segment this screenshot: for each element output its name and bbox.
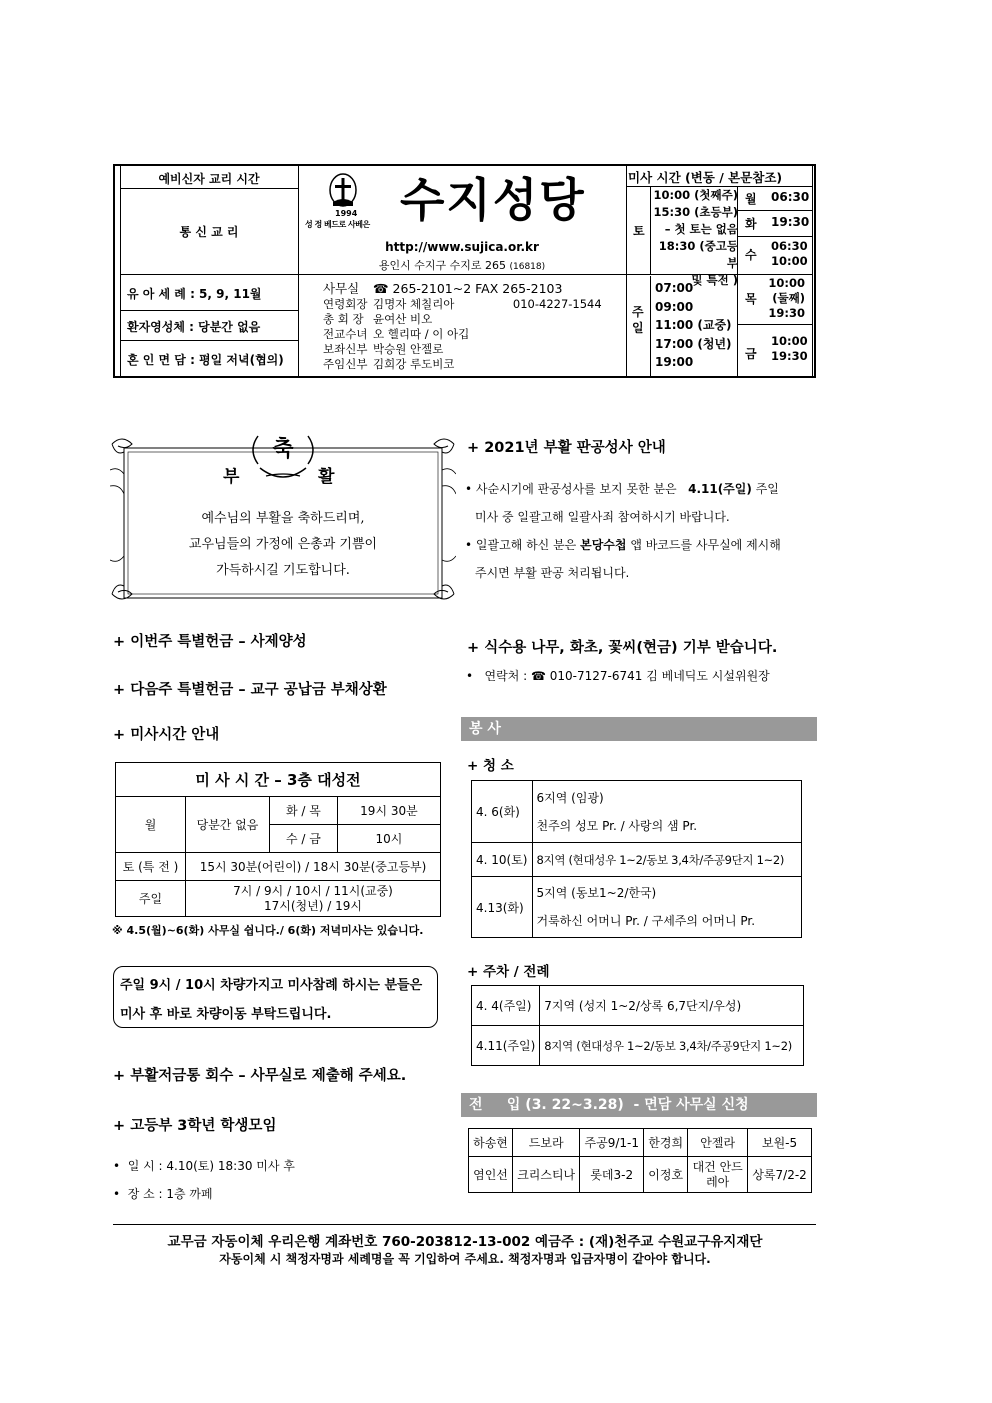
hs-meeting-details	[113, 1152, 295, 1208]
cleaning-table	[471, 780, 802, 938]
contact-row: 보좌신부 박승원 안젤로	[323, 342, 444, 356]
donation-contact: • 연락처 : ☎ 010-7127-6741 김 베네딕도 시설위원장	[466, 669, 770, 683]
parking-table	[471, 985, 804, 1066]
parish-url: http://www.sujica.or.kr	[385, 240, 539, 254]
sun-label: 주일	[632, 305, 644, 335]
parish-name: 수지성당	[400, 173, 586, 227]
contact-list	[323, 281, 602, 372]
contact-row: 총 회 장 윤여산 비오	[323, 312, 433, 326]
table-row: 하송현 드보라 주공9/1-1 한경희 안젤라 보원-5	[469, 1129, 812, 1157]
mass-info-title: + 미사시간 안내	[113, 727, 220, 743]
weekday-fri: 금	[745, 347, 757, 361]
weekday-thu-times: 10:00 (둘째) 19:30	[768, 276, 805, 320]
logo-year: 1994	[335, 209, 358, 218]
mass-wed-fri-time: 10시	[337, 825, 440, 853]
header-box	[113, 164, 816, 378]
footer-notice: 자동이체 시 책정자명과 세례명을 꼭 기입하여 주세요. 책정자명과 입금자명이 같아야 합니다.	[219, 1252, 711, 1266]
celebration-emblem: 축	[272, 437, 294, 462]
contact-row: 주임신부 김희강 루도비코	[323, 357, 455, 371]
weekday-wed-times: 06:30 10:00	[771, 239, 808, 268]
mass-sun: 주일	[116, 881, 186, 917]
easter-message: 예수님의 부활을 축하드리며, 교우님들의 가정에 은총과 기쁨이 가득하시길 기도합니다.	[188, 511, 378, 578]
sat-times: 10:00 (첫째주) 15:30 (초등부) – 첫 토는 없음 18:30 (중고등부 및 특전 )	[653, 188, 738, 287]
easter-title-left: 부	[223, 467, 240, 487]
table-row: 4. 4(주일) 7지역 (성지 1~2/상록 6,7단지/우성)	[472, 986, 804, 1026]
mass-sat-time: 15시 30분(어린이) / 18시 30분(중고등부)	[186, 853, 441, 881]
hs-meeting-title: + 고등부 3학년 학생모임	[113, 1118, 277, 1134]
easter-title-right: 활	[318, 467, 335, 487]
offering-next-week: + 다음주 특별헌금 – 교구 공납금 부채상환	[113, 682, 387, 698]
contact-row: 사무실 ☎ 265-2101~2 FAX 265-2103	[323, 281, 563, 296]
easter-card	[110, 430, 456, 606]
table-row: 염인선 크리스티나 롯데3-2 이정호 대건 안드레아 상록7/2-2	[469, 1157, 812, 1193]
weekday-tue: 화	[745, 217, 757, 231]
penance-title: + 2021년 부활 판공성사 안내	[467, 440, 666, 456]
office-closed-notice: ※ 4.5(월)~6(화) 사무실 쉽니다./ 6(화) 저녁미사는 있습니다.	[112, 924, 424, 937]
weekday-wed: 수	[745, 248, 757, 262]
mass-mon-note: 당분간 없음	[186, 797, 270, 853]
weekday-mon: 월	[745, 192, 757, 206]
contact-row: 전교수녀 오 헬리따 / 이 아깁	[323, 327, 470, 341]
donation-title: + 식수용 나무, 화초, 꽃씨(현금) 기부 받습니다.	[467, 640, 778, 656]
list-item: • 사순시기에 판공성사를 보지 못한 분은 4.11(주일) 주일	[465, 482, 779, 496]
mass-schedule-title: 미사 시간 (변동 / 본문참조)	[628, 170, 783, 185]
mass-table-title: 미 사 시 간 – 3층 대성전	[116, 763, 441, 797]
marriage-interview: 혼 인 면 담 : 평일 저녁(협의)	[127, 353, 284, 367]
table-row: 4.13(화) 5지역 (동보1~2/한국) 거룩하신 어머니 Pr. / 구세주의 어머니 Pr.	[472, 877, 802, 938]
table-row: 4. 10(토) 8지역 (현대성우 1~2/동보 3,4차/주공9단지 1~2)	[472, 843, 802, 877]
sick-communion: 환자영성체 : 당분간 없음	[127, 320, 261, 334]
infant-baptism: 유 아 세 례 : 5, 9, 11월	[127, 287, 262, 301]
cleaning-title: + 청 소	[467, 758, 514, 774]
cross-emblem-icon	[327, 172, 359, 212]
mass-sat: 토 (특 전 )	[116, 853, 186, 881]
offering-this-week: + 이번주 특별헌금 – 사제양성	[113, 634, 307, 650]
car-notice-box: 주일 9시 / 10시 차량가지고 미사참례 하시는 분들은 미사 후 바로 차량이동 부탁드립니다.	[113, 966, 438, 1028]
mass-mon: 월	[116, 797, 186, 853]
parking-title: + 주차 / 전례	[467, 964, 550, 980]
sun-times: 07:00 09:00 11:00 (교중) 17:00 (청년) 19:00	[655, 281, 732, 369]
list-item: • 장 소 : 1층 까페	[113, 1187, 213, 1201]
transfer-table	[468, 1128, 812, 1193]
weekday-thu: 목	[745, 292, 757, 306]
footer-account: 교무금 자동이체 우리은행 계좌번호 760-203812-13-002 예금주 : (재)천주교 수원교구유지재단	[167, 1234, 763, 1250]
contact-row: 연령회장 김명자 체칠리아 010-4227-1544	[323, 297, 602, 311]
service-section-bar: 봉 사	[461, 717, 817, 741]
sat-label: 토	[633, 224, 645, 238]
weekday-tue-time: 19:30	[771, 215, 810, 229]
penance-details: • 사순시기에 판공성사를 보지 못한 분은 4.11(주일) 주일 미사 중 일괄고해 일괄사죄 참여하시기 바랍니다. • 일괄고해 하신 분은 본당수첩 앱 바코드를 사무실에 제시해 주시면 부활 판공 처리됩니다.	[465, 475, 815, 587]
list-item: • 일 시 : 4.10(토) 18:30 미사 후	[113, 1159, 295, 1173]
weekday-mon-time: 06:30	[771, 190, 810, 204]
mass-tue-thu: 화 / 목	[270, 797, 338, 825]
logo-text: 성 정 베드로 사베은	[305, 220, 370, 229]
list-item: • 일괄고해 하신 분은 본당수첩 앱 바코드를 사무실에 제시해	[465, 538, 781, 552]
parish-logo	[327, 172, 359, 212]
weekday-fri-times: 10:00 19:30	[771, 334, 808, 363]
table-row: 4.11(주일) 8지역 (현대성우 1~2/동보 3,4차/주공9단지 1~2)	[472, 1026, 804, 1066]
parish-address: 용인시 수지구 수지로 265 (16818)	[378, 259, 546, 272]
mass-wed-fri: 수 / 금	[270, 825, 338, 853]
catechism-course: 통 신 교 리	[179, 225, 239, 239]
piggy-bank-notice: + 부활저금통 회수 – 사무실로 제출해 주세요.	[113, 1068, 407, 1084]
catechism-title: 예비신자 교리 시간	[158, 172, 260, 186]
transfer-section-bar: 전 입 (3. 22~3.28) - 면담 사무실 신청	[461, 1093, 817, 1117]
mass-tue-thu-time: 19시 30분	[337, 797, 440, 825]
footer-divider	[113, 1224, 816, 1225]
table-row: 4. 6(화) 6지역 (임광) 천주의 성모 Pr. / 사랑의 샘 Pr.	[472, 781, 802, 843]
mass-sun-times: 7시 / 9시 / 10시 / 11시(교중) 17시(청년) / 19시	[186, 881, 441, 917]
mass-time-table	[115, 762, 441, 917]
